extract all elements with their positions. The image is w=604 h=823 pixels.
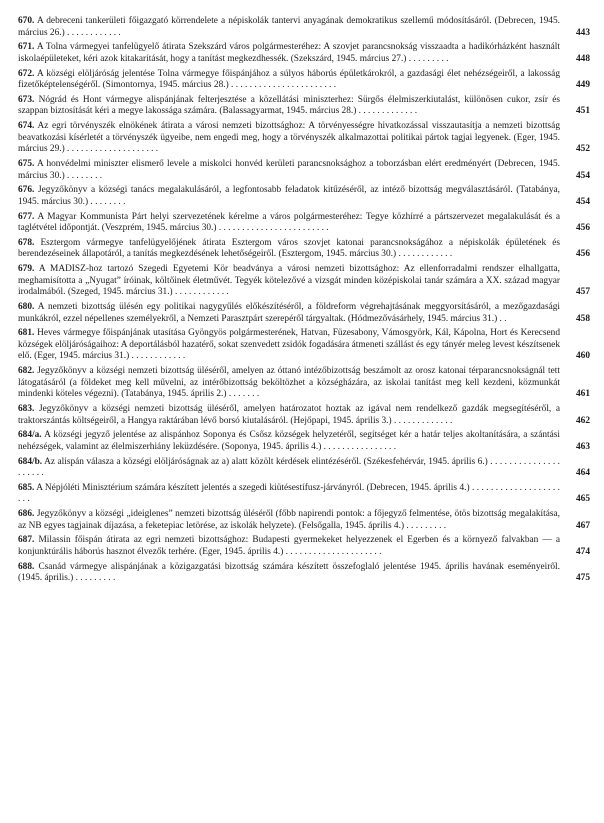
- entry-number: 673.: [18, 94, 35, 105]
- entry-page-number: 474: [575, 547, 590, 558]
- entry-page-number: 456: [575, 249, 590, 260]
- toc-entry: [18, 185, 590, 208]
- entry-number: 684/b.: [18, 456, 43, 467]
- toc-entry: [18, 535, 590, 558]
- entry-number: 676.: [18, 185, 35, 196]
- entry-number: 674.: [18, 121, 35, 132]
- entry-text: Heves vármegye főispánjának utasítása Gyöngyös polgármesterének, Hatvan, Füzesabony, Vámosgyörk, Kál, Kápolna, Hort és Kerecsend községek elöljáróságaihoz: A deportálásból hazatérő, sokat szenvedett zsidók fogadására átmeneti szállást és egy tányér meleg levest készítsenek elő. (Eger, 1945. március 31.) . . . . . . . . . . . .: [18, 328, 560, 362]
- entry-number: 678.: [18, 237, 35, 248]
- entry-page-number: 456: [575, 223, 590, 234]
- toc-entry: [18, 404, 590, 427]
- entry-number: 679.: [18, 264, 35, 275]
- entry-number: 683.: [18, 404, 35, 415]
- toc-entry: [18, 509, 590, 532]
- entry-text: Jegyzőkönyv a községi nemzeti bizottság üléséről, amelyen az óttanó intézőbizottság beszámolt az orosz katonai térparancsnokságnál tett látogatásáról (a földeket meg kell művelni, az intérőbizottság beköltözhet a községházára, az iskolai tanítást meg kell kezdeni, közmunkát mindenki köteles végezni). (Tatabánya, 1945. április 2.) . . . . . . .: [18, 366, 560, 400]
- toc-entry: [18, 562, 590, 585]
- toc-entry: [18, 69, 590, 92]
- entry-number: 680.: [18, 302, 35, 312]
- entry-text: Nógrád és Hont vármegye alispánjának felterjesztése a közellátási miniszterhez: Sürgős élelmiszerkiutalást, különösen cukor, zsír és szappan biztosítását kéri a megye lakossága számára. (Balassagyarmat, 1945. március 28.) . . . . . . . . . . . . .: [18, 94, 561, 117]
- entry-text: A Magyar Kommunista Párt helyi szervezetének kérelme a város polgármesteréhez: Tegye közhírré a pártszervezet megalakulását és a taglétvétel időpontját. (Veszprém, 1945. március 30.) . . . . . . . . . . . . . . . . . . . . . . . .: [18, 211, 560, 234]
- entry-text: Az egri törvényszék elnökének átirata a városi nemzeti bizottsághoz: A törvényességre hivatkozással visszautasítja a nemzeti bizottság beavatkozási kísérletét a törvényszék ügyeibe, nem engedi meg, hogy a törvényszék alkalmazottai politikai pártok tagjai legyenek. (Eger, 1945. március 29.) . . . . . . . . . . . . . . . . . . . .: [18, 121, 560, 155]
- entry-text: A Népjóléti Minisztérium számára készített jelentés a szegedi kiütésestífusz-járványról. (Debrecen, 1945. április 4.) . . . . . . . . . . . . . . . . . . . . . .: [18, 482, 561, 505]
- entry-page-number: 454: [575, 196, 590, 207]
- toc-entry: [18, 95, 590, 118]
- toc-entry: [18, 42, 590, 65]
- entry-text: Csanád vármegye alispánjának a közigazgatási bizottság számára készített összefoglaló jelentése 1945. április havának eseményeiről. (1945. április.) . . . . . . . . .: [18, 561, 560, 584]
- entry-page-number: 462: [575, 415, 590, 426]
- toc-entry: [18, 121, 590, 156]
- entry-number: 681.: [18, 328, 35, 339]
- entry-page-number: 443: [575, 27, 590, 38]
- entry-page-number: 464: [575, 468, 590, 479]
- entry-text: Jegyzőkönyv a községi nemzeti bizottság üléséről, amelyen határozatot hoztak az igával nem rendelkező gazdák megsegítéséről, a traktorszántás költségeiről, a Hangya raktárában lévő borsó kiutalásáról. (Hejőpapi, 1945. április 3.) . . . . . . . . . . . . .: [18, 404, 560, 426]
- toc-entry: [18, 430, 590, 453]
- entry-page-number: 452: [575, 144, 590, 155]
- toc-entry: [18, 457, 590, 480]
- entry-number: 685.: [18, 482, 35, 493]
- entry-number: 686.: [18, 509, 35, 520]
- entry-text: Milassin főispán átirata az egri nemzeti bizottsághoz: Budapesti gyermekeket helyezzenek el Egerben és a környező falvakban — a konjunktúrális háborús hasznot élvezők terhére. (Eger, 1945. április 4.) . . . . . . . . . . . . . . . . . . . . .: [18, 535, 560, 558]
- entry-page-number: 457: [575, 287, 590, 298]
- toc-entry: [18, 328, 590, 363]
- entry-text: A nemzeti bizottság ülésén egy politikai nagygyűlés előkészítéséről, a földreform végrehajtásának meggyorsításáról, a mezőgazdasági munkákról, ezzel népellenes személyekről, a Nemzeti Parasztpárt szerepéről tárgyaltak. (Hódmezővásárhely, 1945. március 31.) . .: [18, 302, 560, 324]
- entry-page-number: 461: [575, 389, 590, 400]
- entry-text: Jegyzőkönyv a községi tanács megalakulásáról, a legfontosabb feladatok kitűzéséről, az intéző bizottság megválasztásáról. (Tatabánya, 1945. március 30.) . . . . . . . .: [18, 185, 561, 207]
- entry-page-number: 465: [575, 494, 590, 505]
- toc-entry: [18, 366, 590, 401]
- entry-number: 682.: [18, 366, 35, 377]
- entry-page-number: 463: [575, 441, 590, 452]
- toc-entry: [18, 16, 590, 39]
- entry-text: A községi jegyző jelentése az alispánhoz Soponya és Csősz községek helyzetéről, segítséget kér a határ teljes akoltanítására, a szántási nehézségek, valamint az élelmiszerhiány leküzdésére. (Soponya, 1945. április 4.) . . . . . . . . . . . . . . . .: [18, 430, 560, 452]
- entry-number: 671.: [18, 42, 35, 53]
- entry-text: A Tolna vármegyei tanfelügyelő átirata Szekszárd város polgármesteréhez: A szovjet parancsnokság visszaadta a hadikórházként használt iskolaépületeket, kéri azok kitakarítását, hogy a tanítást megkezdhessék. (Szekszárd, 1945. március 27.) . . . . . . . . .: [18, 42, 560, 64]
- entry-number: 687.: [18, 535, 35, 546]
- toc-entry: [18, 302, 590, 325]
- entry-page-number: 454: [575, 170, 590, 181]
- entry-number: 684/a.: [18, 430, 42, 441]
- entry-page-number: 475: [575, 573, 590, 584]
- entry-number: 677.: [18, 211, 35, 222]
- entry-number: 670.: [18, 16, 35, 26]
- toc-entry: [18, 264, 590, 299]
- entry-text: A MADISZ-hoz tartozó Szegedi Egyetemi Kör beadványa a városi nemzeti bizottsághoz: Az ellenforradalmi rendszer elhallgatta, meghamisította a „Nyugat” íróinak, költőinek életművét. Tegyék kötelezővé a vizsgát minden középiskolai tanár számára a XX. század magyar irodalmából. (Szeged, 1945. március 31.) . . . . . . . . . . . .: [18, 264, 560, 298]
- toc-entry: [18, 159, 590, 182]
- entry-text: Jegyzőkönyv a községi „ideiglenes” nemzeti bizottság üléséről (főbb napirendi pontok: a főjegyző felmentése, ötös bizottság megalakítása, az NB egyes tagjainak díjazása, a feketepiac letörése, az iskolák helyzete). (Felsőgalla, 1945. április 4.) . . . . . . . . .: [18, 509, 560, 531]
- entry-text: Az alispán válasza a községi elöljáróságnak az a) alatt közölt kérdések elintézéséről. (Székesfehérvár, 1945. április 6.) . . . . . . . . . . . . . . . . . . . . .: [18, 456, 560, 479]
- entry-number: 672.: [18, 68, 35, 79]
- toc-entry: [18, 212, 590, 235]
- entry-text: A községi elöljáróság jelentése Tolna vármegye főispánjához a súlyos háborús épületkárokról, a gazdasági élet nehézségeiről, a lakosság fizetőképtelenségéről. (Simontornya, 1945. március 28.) . . . . . . . . . . . . . . . . . . . . . . .: [18, 68, 560, 91]
- toc-entry: [18, 238, 590, 261]
- toc-entry: [18, 483, 590, 506]
- entry-page-number: 460: [575, 351, 590, 362]
- entry-page-number: 451: [575, 106, 590, 117]
- entry-text: A debreceni tankerületi főigazgató körrendelete a népiskolák tantervi anyagának demokratikus szellemű módosításáról. (Debrecen, 1945. március 26.) . . . . . . . . . . . .: [18, 16, 560, 38]
- entry-text: A honvédelmi miniszter elismerő levele a miskolci honvéd kerületi parancsnoksághoz a toborzásban elért eredményért (Debrecen, 1945. március 30.) . . . . . . . .: [18, 159, 560, 181]
- entry-number: 688.: [18, 561, 35, 572]
- entry-page-number: 449: [575, 80, 590, 91]
- entry-page-number: 467: [575, 520, 590, 531]
- entry-number: 675.: [18, 159, 35, 169]
- entry-page-number: 448: [575, 53, 590, 64]
- entry-text: Esztergom vármegye tanfelügyelőjének átirata Esztergom város szovjet katonai parancsnokságához a népiskolák épületének és berendezéseinek állapotáról, a tanítás megkezdésének lehetőségeiről. (Esztergom, 1945. március 30.) . . . . . . . . . . . .: [18, 237, 560, 260]
- entry-page-number: 458: [575, 313, 590, 324]
